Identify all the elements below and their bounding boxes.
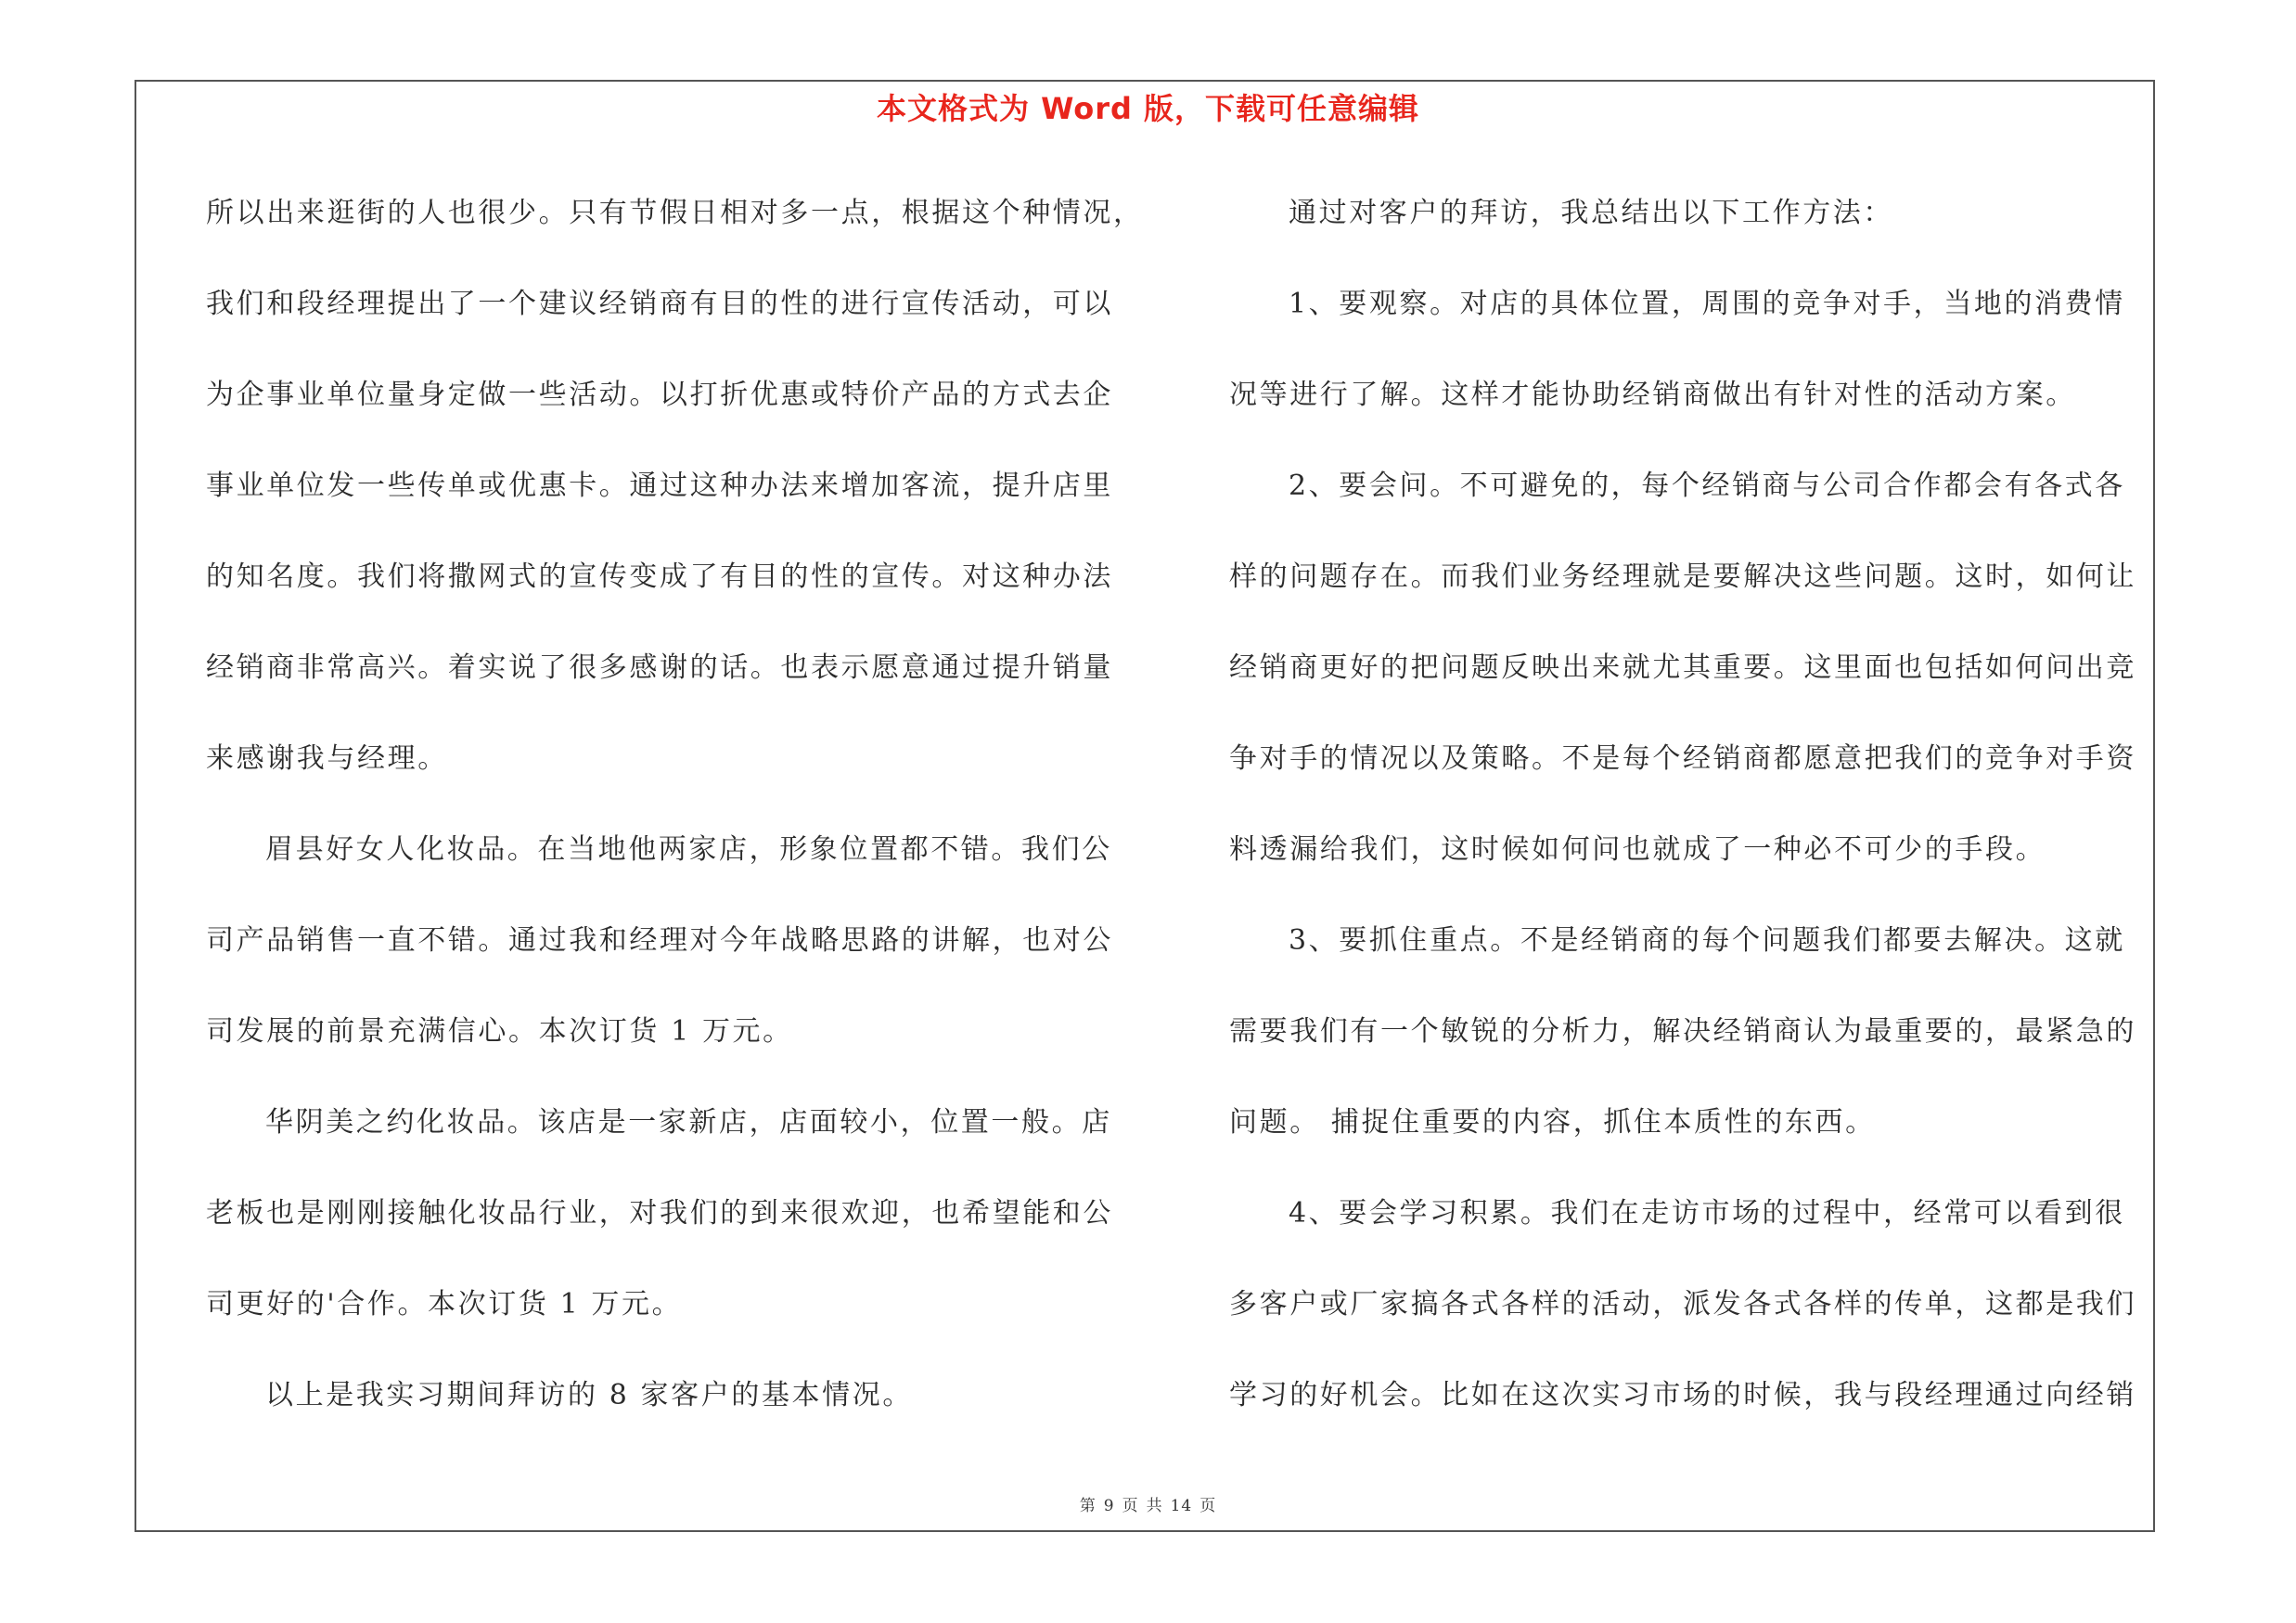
left-line-1: 所以出来逛街的人也很少。只有节假日相对多一点，根据这个种情况， bbox=[206, 197, 1144, 229]
left-line-12: 老板也是刚刚接触化妆品行业，对我们的到来很欢迎，也希望能和公 bbox=[206, 1197, 1113, 1230]
footer-label-di: 第 bbox=[1079, 1497, 1097, 1515]
footer-current-page: 9 bbox=[1103, 1497, 1115, 1515]
page-footer bbox=[0, 1492, 2296, 1515]
right-line-1: 通过对客户的拜访，我总结出以下工作方法： bbox=[1289, 197, 1893, 229]
left-line-7: 来感谢我与经理。 bbox=[206, 742, 448, 775]
left-line-2: 我们和段经理提出了一个建议经销商有目的性的进行宣传活动，可以 bbox=[206, 288, 1113, 320]
left-line-3: 为企事业单位量身定做一些活动。以打折优惠或特价产品的方式去企 bbox=[206, 379, 1113, 411]
right-line-7: 争对手的情况以及策略。不是每个经销商都愿意把我们的竞争对手资 bbox=[1229, 742, 2136, 775]
left-line-14: 以上是我实习期间拜访的 8 家客户的基本情况。 bbox=[265, 1379, 913, 1411]
left-line-13: 司更好的'合作。本次订货 1 万元。 bbox=[206, 1288, 683, 1320]
footer-label-ye-2: 页 bbox=[1199, 1497, 1217, 1515]
right-line-11: 问题。 捕捉住重要的内容，抓住本质性的东西。 bbox=[1229, 1106, 1876, 1139]
right-line-2: 1、要观察。对店的具体位置，周围的竞争对手，当地的消费情 bbox=[1289, 288, 2125, 320]
left-line-6: 经销商非常高兴。着实说了很多感谢的话。也表示愿意通过提升销量 bbox=[206, 651, 1113, 684]
right-line-8: 料透漏给我们，这时候如何问也就成了一种必不可少的手段。 bbox=[1229, 833, 2046, 866]
right-line-12: 4、要会学习积累。我们在走访市场的过程中，经常可以看到很 bbox=[1289, 1197, 2125, 1230]
left-line-4: 事业单位发一些传单或优惠卡。通过这种办法来增加客流，提升店里 bbox=[206, 470, 1113, 502]
right-line-14: 学习的好机会。比如在这次实习市场的时候，我与段经理通过向经销 bbox=[1229, 1379, 2136, 1411]
right-line-4: 2、要会问。不可避免的，每个经销商与公司合作都会有各式各 bbox=[1289, 470, 2125, 502]
left-line-8: 眉县好女人化妆品。在当地他两家店，形象位置都不错。我们公 bbox=[265, 833, 1112, 866]
format-banner: 本文格式为 Word 版，下载可任意编辑 bbox=[876, 91, 1420, 126]
left-line-10: 司发展的前景充满信心。本次订货 1 万元。 bbox=[206, 1015, 793, 1048]
footer-label-ye: 页 bbox=[1122, 1497, 1139, 1515]
right-line-6: 经销商更好的把问题反映出来就尤其重要。这里面也包括如何问出竞 bbox=[1229, 651, 2136, 684]
right-line-3: 况等进行了解。这样才能协助经销商做出有针对性的活动方案。 bbox=[1229, 379, 2076, 411]
footer-label-gong: 共 bbox=[1146, 1497, 1163, 1515]
right-line-9: 3、要抓住重点。不是经销商的每个问题我们都要去解决。这就 bbox=[1289, 924, 2125, 957]
left-line-5: 的知名度。我们将撒网式的宣传变成了有目的性的宣传。对这种办法 bbox=[206, 560, 1113, 593]
right-text-column bbox=[1229, 181, 2148, 1454]
left-line-9: 司产品销售一直不错。通过我和经理对今年战略思路的讲解，也对公 bbox=[206, 924, 1113, 957]
footer-total-pages: 14 bbox=[1170, 1497, 1193, 1515]
left-line-11: 华阴美之约化妆品。该店是一家新店，店面较小，位置一般。店 bbox=[265, 1106, 1112, 1139]
right-line-10: 需要我们有一个敏锐的分析力，解决经销商认为最重要的，最紧急的 bbox=[1229, 1015, 2136, 1048]
left-text-column bbox=[206, 181, 1144, 1454]
right-line-13: 多客户或厂家搞各式各样的活动，派发各式各样的传单，这都是我们 bbox=[1229, 1288, 2136, 1320]
right-line-5: 样的问题存在。而我们业务经理就是要解决这些问题。这时，如何让 bbox=[1229, 560, 2136, 593]
